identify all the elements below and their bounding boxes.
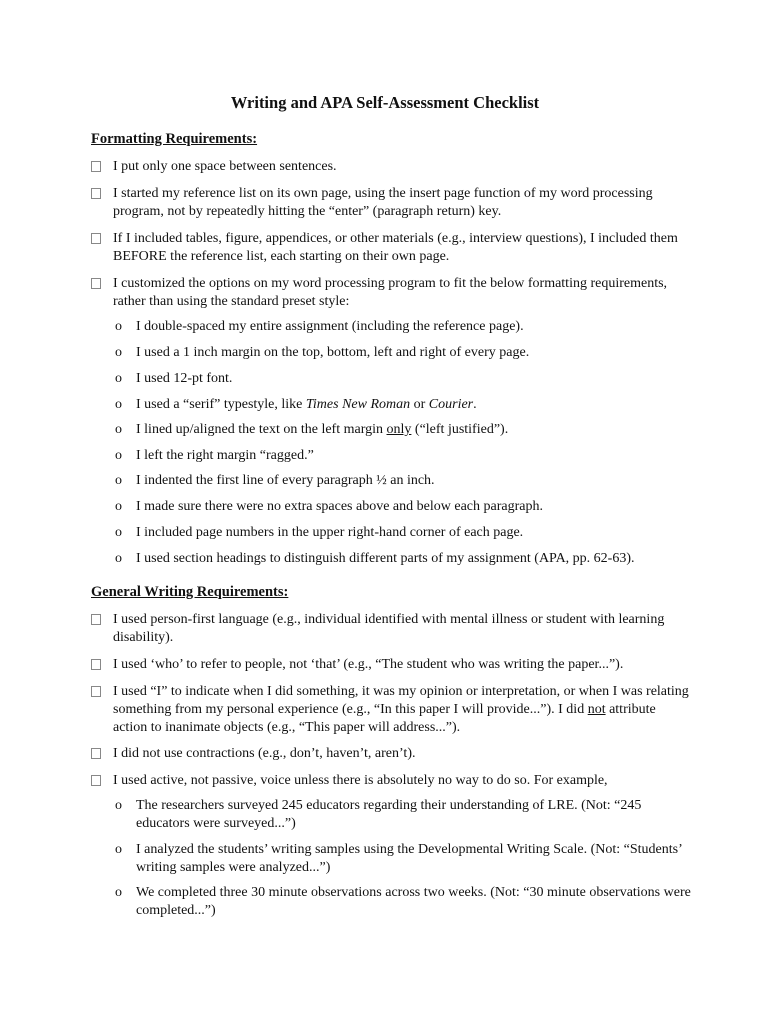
bullet-icon: o — [115, 551, 122, 566]
bullet-icon: o — [115, 397, 122, 412]
checkbox-icon[interactable] — [91, 748, 101, 759]
checklist-item: I did not use contractions (e.g., don’t, haven’t, aren’t). — [91, 745, 691, 763]
sub-list-item: o I included page numbers in the upper right-hand corner of each page. — [115, 525, 524, 540]
bullet-icon: o — [115, 842, 122, 857]
sub-list-item: o I used a 1 inch margin on the top, bottom, left and right of every page. — [115, 345, 530, 360]
bullet-icon: o — [115, 525, 122, 540]
checkbox-icon[interactable] — [91, 278, 101, 289]
checklist-item: If I included tables, figure, appendices, or other materials (e.g., interview questions), I included them BEFORE the reference list, each starting on their own page. — [91, 230, 691, 266]
checkbox-icon[interactable] — [91, 161, 101, 172]
bullet-icon: o — [115, 499, 122, 514]
checklist-item: I used person-first language (e.g., individual identified with mental illness or student with learning disability). — [91, 611, 691, 647]
checklist-item: I put only one space between sentences. — [91, 158, 691, 176]
checkbox-icon[interactable] — [91, 188, 101, 199]
sub-list-item: o The researchers surveyed 245 educators regarding their understanding of LRE. (Not: “245 educators were surveyed...”) — [115, 798, 642, 831]
sub-list-item: o I indented the first line of every paragraph ½ an inch. — [115, 473, 435, 488]
bullet-icon: o — [115, 319, 122, 334]
sub-list-item: o I used section headings to distinguish different parts of my assignment (APA, pp. 62-63). — [115, 551, 635, 566]
bullet-icon: o — [115, 345, 122, 360]
sub-list-item: o I left the right margin “ragged.” — [115, 448, 314, 463]
bullet-icon: o — [115, 798, 122, 813]
bullet-icon: o — [115, 371, 122, 386]
checklist-item: I used “I” to indicate when I did something, it was my opinion or interpretation, or when I was relating something from my personal experience (e.g., “In this paper I will provide...”). I did not attribute action to inanimate objects (e.g., “This paper will address...”). — [91, 683, 691, 737]
checkbox-icon[interactable] — [91, 233, 101, 244]
checklist-item: I used active, not passive, voice unless there is absolutely no way to do so. For example, — [91, 772, 691, 790]
general-heading: General Writing Requirements: — [91, 584, 289, 600]
formatting-heading: Formatting Requirements: — [91, 131, 258, 147]
bullet-icon: o — [115, 448, 122, 463]
sub-list-item: o I lined up/aligned the text on the left margin only (“left justified”). — [115, 422, 509, 437]
checkbox-icon[interactable] — [91, 614, 101, 625]
sub-list-item: o I analyzed the students’ writing samples using the Developmental Writing Scale. (Not: “Students’ writing samples were analyzed...”) — [115, 842, 682, 875]
bullet-icon: o — [115, 422, 122, 437]
checkbox-icon[interactable] — [91, 775, 101, 786]
sub-list-item: o I used a “serif” typestyle, like Times New Roman or Courier. — [115, 397, 477, 412]
checkbox-icon[interactable] — [91, 686, 101, 697]
checklist-item: I used ‘who’ to refer to people, not ‘that’ (e.g., “The student who was writing the paper...”). — [91, 656, 691, 674]
sub-list-item: o We completed three 30 minute observations across two weeks. (Not: “30 minute observations were completed...”) — [115, 885, 691, 918]
sub-list-item: o I made sure there were no extra spaces above and below each paragraph. — [115, 499, 543, 514]
checklist-item: I customized the options on my word processing program to fit the below formatting requirements, rather than using the standard preset style: — [91, 275, 691, 311]
page-title: Writing and APA Self-Assessment Checklist — [230, 93, 540, 112]
checklist-item: I started my reference list on its own page, using the insert page function of my word processing program, not by repeatedly hitting the “enter” (paragraph return) key. — [91, 185, 691, 221]
sub-list-item: o I double-spaced my entire assignment (including the reference page). — [115, 319, 524, 334]
checkbox-icon[interactable] — [91, 659, 101, 670]
sub-list-item: o I used 12-pt font. — [115, 371, 233, 386]
bullet-icon: o — [115, 885, 122, 900]
bullet-icon: o — [115, 473, 122, 488]
